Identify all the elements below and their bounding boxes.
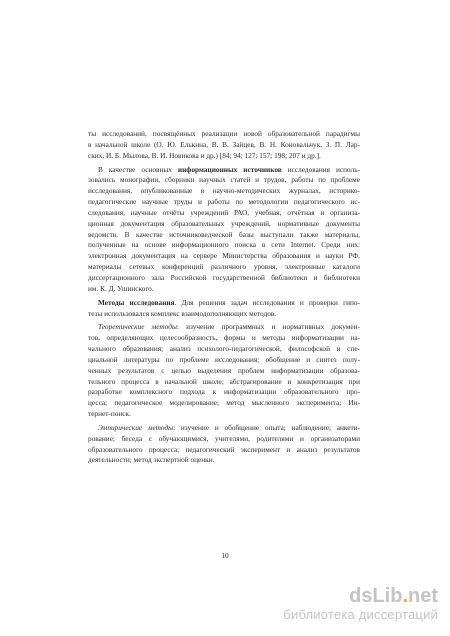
paragraph-4 <box>88 322 360 420</box>
text-line: рование; беседа с обучающимися, учителями, родителями и организаторами <box>88 433 360 443</box>
text-line: чального образования; анализ психолого-педагогической, философской и спе- <box>88 344 360 354</box>
text-line: полученные на основе информационного поиска в сети Internet. Среди них: <box>88 240 360 250</box>
body-text <box>88 129 360 466</box>
text-line: цесса; педагогическое моделирование; метод мысленного эксперимента; Ин- <box>88 398 360 408</box>
page-number: 10 <box>221 551 229 560</box>
text-line: тов, определяющих целесообразность, формы и методы информатизации на- <box>88 333 360 343</box>
text-line: ведомств. В качестве источниковедческой базы выступали также материалы, <box>88 229 360 239</box>
text-line: исследования, опубликованные в научно-методических журналах, историко- <box>88 186 360 196</box>
text-line: тернет-поиск. <box>88 409 131 419</box>
text-line: следования, научные отчёты учреждений РАО, учебная, отчётная и организа- <box>88 207 360 217</box>
paragraph-2 <box>88 165 360 295</box>
text-line: Теоретические методы: изучение программных и нормативных докумен- <box>98 322 360 332</box>
text-line: циальной литературы по проблеме исследования; обобщение и синтез полу- <box>88 354 360 364</box>
paragraph-5 <box>88 423 360 466</box>
text-line: деятельности; метод экспертной оценки. <box>88 455 215 465</box>
text-line: педагогические научные труды и работы по методологии педагогического ис- <box>88 197 360 207</box>
text-line: материалы сетевых конференций различного уровня, электронные каталоги <box>88 262 360 272</box>
text-line: диссертационного зала Российской государственной библиотеки и библиотеки <box>88 272 360 282</box>
text-line: электронная документация на сервере Министерства образования и науки РФ, <box>88 251 360 261</box>
logo-main: dsLib <box>349 585 403 607</box>
watermark-subtitle: библиотека диссертаций <box>283 607 438 622</box>
logo-tld: net <box>408 585 438 607</box>
text-line: В качестве основных информационных источников исследования исполь- <box>98 164 360 174</box>
text-line: образовательного процесса; педагогический эксперимент и анализ результатов <box>88 444 360 454</box>
text-line: разработке комплексного подхода к информатизации образовательного про- <box>88 387 360 397</box>
logo-dot: . <box>402 585 408 607</box>
text-line: Методы исследования. Для решения задач исследования и проверки гипо- <box>98 297 360 307</box>
text-line: ционная документация образовательных учреждений, нормативные документы <box>88 218 360 228</box>
text-line: Эмпирические методы: изучение и обобщение опыта; наблюдение; анкети- <box>98 422 360 432</box>
text-line: тельного процесса в начальной школе; абстрагирование и конкретизация при <box>88 376 360 386</box>
watermark-logo <box>283 585 438 607</box>
paragraph-1 <box>88 129 360 162</box>
watermark <box>283 585 438 622</box>
text-line: ты исследований, посвящённых реализации новой образовательной парадигмы <box>88 129 360 138</box>
text-line: зовались монографии, сборники научных статей и трудов, работы по проблеме <box>88 175 360 185</box>
text-line: в начальной школе (О. Ю. Елькина, В. В. Зайцев, В. Н. Коновальчук, З. П. Лар- <box>88 139 360 149</box>
text-line: им. К. Д. Ушинского. <box>88 283 154 293</box>
paragraph-3 <box>88 298 360 320</box>
text-line: ских, И. Б. Мылова, В. И. Новикова и др.) [84; 94; 127; 157; 198; 207 и др.]. <box>88 150 321 160</box>
text-line: ченных результатов с целью выделения проблем информатизации образова- <box>88 365 360 375</box>
text-line: тезы использовался комплекс взаимодополняющих методов. <box>88 308 277 318</box>
